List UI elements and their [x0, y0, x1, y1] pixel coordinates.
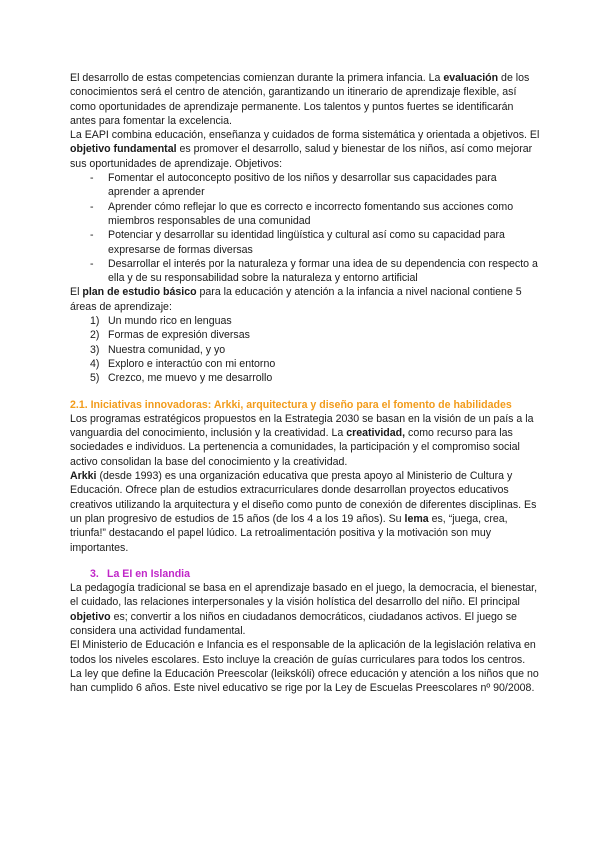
learning-areas-list: [70, 314, 540, 385]
list-item: - Desarrollar el interés por la naturaleza y formar una idea de su dependencia con respecto a ella y de su responsabilidad sobre la naturaleza y entorno artificial: [90, 257, 538, 285]
section-2-1-paragraph-arkki: Arkki (desde 1993) es una organización educativa que presta apoyo al Ministerio de Cultura y Educación. Ofrece plan de estudios extracurriculares donde desarrollan proyectos educativos creativos utilizando la arquitectura y el diseño como punto de conexión de diferentes disciplinas. Es un plan progresivo de estudios de 15 años (de los 4 a los 19 años). Su lema es, “juega, crea, triunfa!” destacando el papel lúdico. La retroalimentación positiva y la motivación son muy importantes.: [70, 470, 537, 554]
intro-paragraph-evaluation: El desarrollo de estas competencias comienzan durante la primera infancia. La evaluación de los conocimientos será el centro de atención, garantizando un itinerario de aprendizaje flexible, así como oportunidades de aprendizaje permanente. Los talentos y puntos fuertes se identificarán antes para fomentar la excelencia.: [70, 72, 530, 127]
section-spacer: [70, 555, 540, 567]
list-item: 5) Crezco, me muevo y me desarrollo: [90, 372, 273, 385]
intro-paragraph-eapi: La EAPI combina educación, enseñanza y cuidados de forma sistemática y orientada a objetivos. El objetivo fundamental es promover el desarrollo, salud y bienestar de los niños, así como mejorar sus oportunidades de aprendizaje. Objetivos:: [70, 129, 540, 170]
list-item: 3) Nuestra comunidad, y yo: [90, 343, 226, 356]
plan-paragraph: El plan de estudio básico para la educación y atención a la infancia a nivel nacional contiene 5 áreas de aprendizaje:: [70, 286, 522, 313]
bold-creatividad: creatividad,: [346, 427, 406, 440]
section-3-paragraph-pedagogy: La pedagogía tradicional se basa en el aprendizaje basado en el juego, la democracia, el bienestar, el cuidado, las relaciones interpersonales y la visión holística del desarrollo del niño. El principal objetivo es; convertir a los niños en ciudadanos democráticos, ciudadanos activos. El juego se considera una actividad fundamental.: [70, 582, 538, 637]
bold-objetivo: objetivo: [70, 610, 111, 623]
list-item: - Fomentar el autoconcepto positivo de los niños y desarrollar sus capacidades para aprender a aprender: [90, 172, 497, 199]
section-3-paragraph-law: La ley que define la Educación Preescolar (leikskóli) ofrece educación y atención a los niños que no han cumplido 6 años. Este nivel educativo se rige por la Ley de Escuelas Preescolares nº 90/2008.: [70, 667, 539, 695]
section-2-1-paragraph-strategy: Los programas estratégicos propuestos en la Estrategia 2030 se basan en la visión de un país a la vanguardia del conocimiento, inclusión y la creatividad. La creatividad, como recurso para las sociedades e individuos. La pertenencia a comunidades, la participación y el compromiso social activo consolidan la base del conocimiento y la creatividad.: [70, 412, 534, 468]
bold-arkki: Arkki: [70, 470, 97, 483]
list-item: 2) Formas de expresión diversas: [90, 329, 250, 342]
bold-evaluacion: evaluación: [443, 72, 499, 84]
bold-lema: lema: [404, 512, 429, 525]
section-heading-2-1: 2.1. Iniciativas innovadoras: Arkki, arquitectura y diseño para el fomento de habilidades: [70, 398, 512, 411]
bold-objetivo-fundamental: objetivo fundamental: [70, 143, 177, 156]
section-3-paragraph-ministry: El Ministerio de Educación e Infancia es el responsable de la aplicación de la legislación relativa en todos los niveles escolares. Esto incluye la creación de guías curriculares para todos los centros.: [70, 639, 536, 666]
section-heading-3: 3. La EI en Islandia: [90, 567, 191, 580]
list-item: - Aprender cómo reflejar lo que es correcto e incorrecto fomentando sus acciones como miembros responsables de una comunidad: [90, 200, 514, 227]
list-item: 1) Un mundo rico en lenguas: [90, 315, 232, 328]
section-spacer: [70, 386, 540, 398]
list-item: 4) Exploro e interactúo con mi entorno: [90, 357, 276, 370]
list-item: - Potenciar y desarrollar su identidad lingüística y cultural así como su capacidad para expresarse de formas diversas: [90, 229, 505, 256]
bold-plan-de-estudio: plan de estudio básico: [82, 286, 197, 299]
objectives-list: [70, 171, 540, 285]
